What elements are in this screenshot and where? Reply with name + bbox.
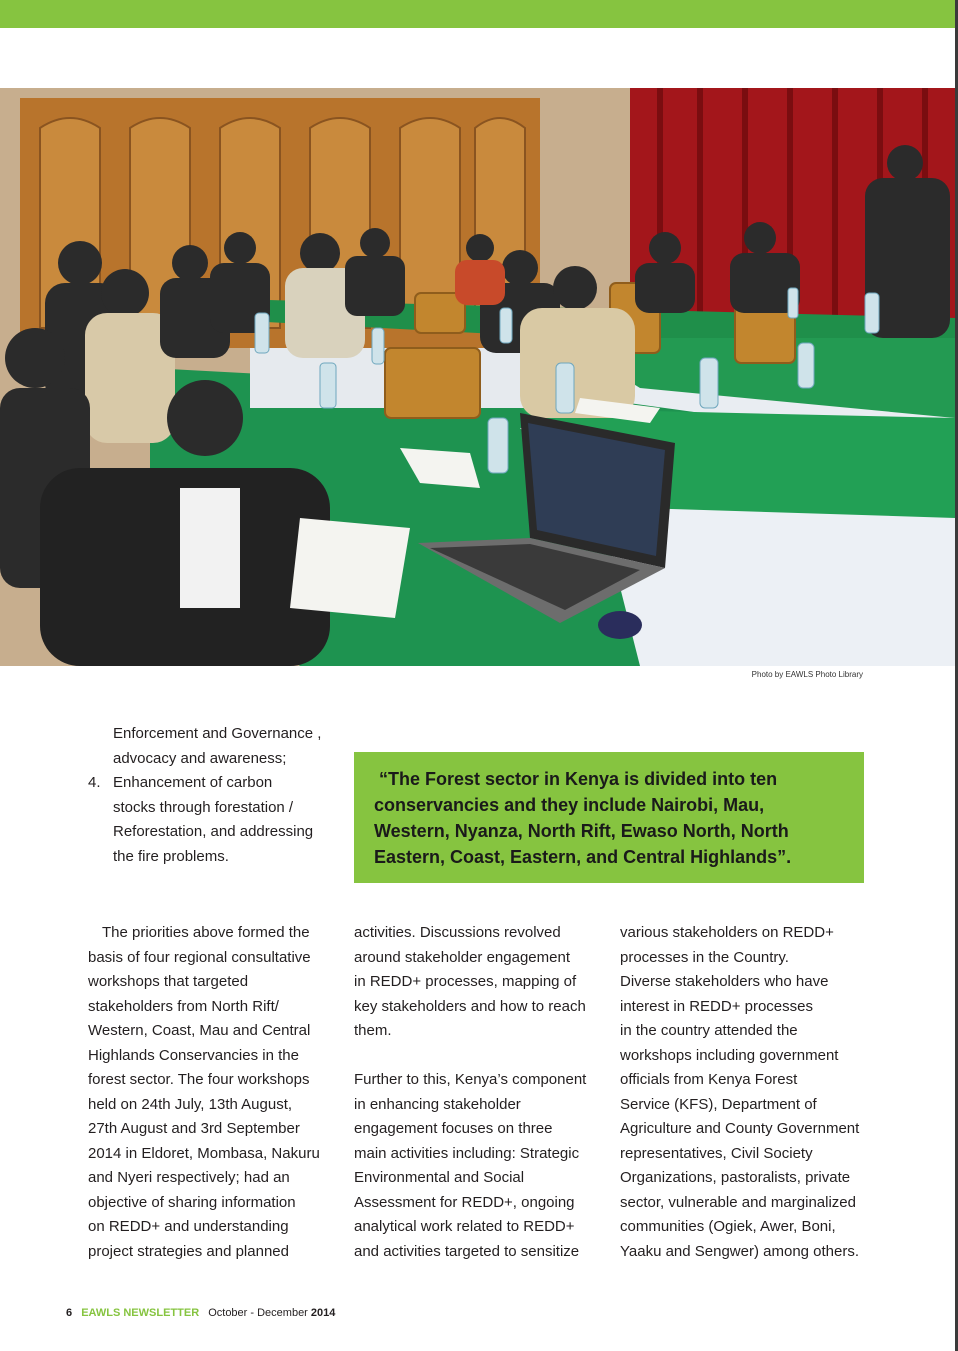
column-line: main activities including: Strategic: [354, 1144, 580, 1162]
column-line: Diverse stakeholders who have: [620, 973, 829, 990]
list-item-line: the fire problems.: [113, 847, 229, 865]
column-line: in enhancing stakeholder: [354, 1095, 521, 1113]
column-line: Yaaku and Sengwer) among others.: [620, 1242, 860, 1260]
column-line: Service (KFS), Department of: [620, 1095, 817, 1113]
pull-quote-line: Western, Nyanza, North Rift, Ewaso North, North: [374, 821, 789, 841]
column-line: The priorities above formed the: [102, 924, 310, 941]
column-line: in REDD+ processes, mapping of: [354, 973, 577, 990]
column-line: analytical work related to REDD+: [354, 1218, 575, 1235]
workshop-photo: [0, 88, 955, 666]
issue-period: October - December: [208, 1307, 308, 1319]
column-line: workshops that targeted: [88, 973, 249, 990]
column-line: representatives, Civil Society: [620, 1144, 813, 1162]
column-line: communities (Ogiek, Awer, Boni,: [620, 1218, 836, 1235]
page-footer: [66, 1307, 335, 1319]
pull-quote-line: Eastern, Coast, Eastern, and Central Highlands”.: [374, 847, 792, 867]
page-number: 6: [66, 1307, 73, 1319]
column-line: Highlands Conservancies in the: [88, 1046, 299, 1064]
column-line: 2014 in Eldoret, Mombasa, Nakuru: [88, 1144, 320, 1162]
column-line: key stakeholders and how to reach: [354, 997, 586, 1015]
column-line: in the country attended the: [620, 1022, 798, 1039]
column-line: processes in the Country.: [620, 948, 789, 966]
article-column-3: [620, 921, 870, 1264]
column-line: workshops including government: [620, 1046, 839, 1064]
article-column-1: [88, 921, 328, 1264]
column-line: basis of four regional consultative: [88, 948, 311, 966]
column-line: objective of sharing information: [88, 1193, 296, 1211]
column-line: officials from Kenya Forest: [620, 1071, 798, 1088]
top-accent-bar: [0, 0, 955, 28]
column-line: Assessment for REDD+, ongoing: [354, 1193, 575, 1211]
column-line: various stakeholders on REDD+: [620, 924, 834, 941]
paragraph-gap: [354, 1044, 604, 1069]
list-item-line: Reforestation, and addressing: [113, 823, 314, 840]
list-continuation-line: advocacy and awareness;: [113, 749, 287, 767]
column-line: project strategies and planned: [88, 1242, 289, 1260]
priority-list: [88, 722, 338, 869]
column-line: forest sector. The four workshops: [88, 1071, 310, 1088]
column-line: held on 24th July, 13th August,: [88, 1095, 293, 1113]
issue-year: 2014: [310, 1307, 336, 1319]
list-continuation-line: Enforcement and Governance ,: [113, 725, 322, 742]
column-line: Organizations, pastoralists, private: [620, 1169, 851, 1186]
article-column-2: [354, 921, 604, 1264]
column-line: Agriculture and County Government: [620, 1120, 860, 1137]
column-line: on REDD+ and understanding: [88, 1218, 289, 1235]
photo-credit: Photo by EAWLS Photo Library: [751, 670, 863, 679]
list-item-4: [88, 771, 338, 796]
column-line: Further to this, Kenya’s component: [354, 1071, 587, 1088]
pull-quote-line: “The Forest sector in Kenya is divided into ten: [374, 769, 778, 789]
column-line: Environmental and Social: [354, 1169, 525, 1186]
column-line: them.: [354, 1022, 392, 1039]
list-item-text: Enhancement of carbon: [113, 774, 273, 791]
pull-quote: [354, 752, 864, 883]
pull-quote-line: conservancies and they include Nairobi, Mau,: [374, 795, 765, 815]
column-line: and activities targeted to sensitize: [354, 1242, 580, 1260]
column-line: sector, vulnerable and marginalized: [620, 1193, 856, 1211]
publication-name: EAWLS NEWSLETTER: [81, 1307, 200, 1319]
column-line: engagement focuses on three: [354, 1120, 553, 1137]
column-line: around stakeholder engagement: [354, 948, 570, 966]
column-line: Western, Coast, Mau and Central: [88, 1022, 311, 1039]
column-line: 27th August and 3rd September: [88, 1120, 300, 1137]
column-line: and Nyeri respectively; had an: [88, 1169, 290, 1186]
column-line: interest in REDD+ processes: [620, 997, 813, 1015]
column-line: activities. Discussions revolved: [354, 924, 561, 941]
workshop-photo-illustration: [0, 88, 955, 666]
list-item-number: 4.: [88, 774, 101, 791]
column-line: stakeholders from North Rift/: [88, 997, 279, 1015]
list-item-line: stocks through forestation /: [113, 798, 294, 816]
